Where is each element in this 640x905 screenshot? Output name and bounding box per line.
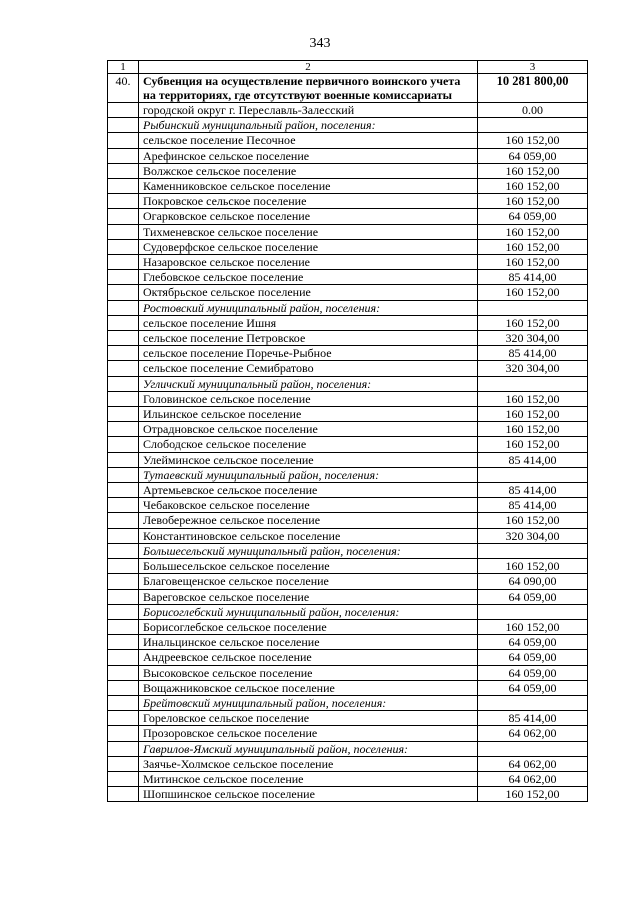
settlement-name: Борисоглебское сельское поселение bbox=[139, 619, 478, 634]
table-row bbox=[108, 665, 588, 680]
row-number-cell bbox=[108, 771, 139, 786]
amount-value: 160 152,00 bbox=[478, 179, 588, 194]
amount-value bbox=[478, 300, 588, 315]
row-number-cell bbox=[108, 422, 139, 437]
amount-value: 160 152,00 bbox=[478, 513, 588, 528]
amount-value: 160 152,00 bbox=[478, 224, 588, 239]
amount-value: 160 152,00 bbox=[478, 163, 588, 178]
settlement-name: Благовещенское сельское поселение bbox=[139, 574, 478, 589]
table-row bbox=[108, 771, 588, 786]
settlement-name: Арефинское сельское поселение bbox=[139, 148, 478, 163]
row-number-cell bbox=[108, 711, 139, 726]
district-name: Гаврилов-Ямский муниципальный район, поселения: bbox=[139, 741, 478, 756]
settlement-name: Глебовское сельское поселение bbox=[139, 270, 478, 285]
row-number-cell bbox=[108, 239, 139, 254]
row-number-cell bbox=[108, 543, 139, 558]
settlement-name: Ильинское сельское поселение bbox=[139, 407, 478, 422]
amount-value bbox=[478, 376, 588, 391]
settlement-name: Покровское сельское поселение bbox=[139, 194, 478, 209]
row-number-cell bbox=[108, 361, 139, 376]
amount-value bbox=[478, 695, 588, 710]
table-row bbox=[108, 726, 588, 741]
settlement-name: Головинское сельское поселение bbox=[139, 391, 478, 406]
row-number-cell bbox=[108, 604, 139, 619]
settlement-name: Инальцинское сельское поселение bbox=[139, 635, 478, 650]
table-row bbox=[108, 315, 588, 330]
amount-value: 160 152,00 bbox=[478, 619, 588, 634]
amount-value: 64 059,00 bbox=[478, 209, 588, 224]
amount-value: 85 414,00 bbox=[478, 483, 588, 498]
column-header-row bbox=[108, 61, 588, 74]
table-row bbox=[108, 209, 588, 224]
settlement-name: Вощажниковское сельское поселение bbox=[139, 680, 478, 695]
table-row bbox=[108, 513, 588, 528]
row-number-cell bbox=[108, 756, 139, 771]
settlement-name: Большесельское сельское поселение bbox=[139, 559, 478, 574]
settlement-name: Прозоровское сельское поселение bbox=[139, 726, 478, 741]
row-number-cell bbox=[108, 635, 139, 650]
row-number-cell bbox=[108, 376, 139, 391]
table-row bbox=[108, 559, 588, 574]
district-row bbox=[108, 467, 588, 482]
subvention-table bbox=[107, 60, 588, 802]
amount-value: 320 304,00 bbox=[478, 528, 588, 543]
amount-value: 85 414,00 bbox=[478, 711, 588, 726]
entry-title: Субвенция на осуществление первичного воинского учета на территориях, где отсутствуют военные комиссариаты bbox=[139, 74, 478, 103]
row-number-cell bbox=[108, 103, 139, 118]
column-header-1: 1 bbox=[108, 61, 139, 74]
settlement-name: Отрадновское сельское поселение bbox=[139, 422, 478, 437]
amount-value: 64 059,00 bbox=[478, 148, 588, 163]
amount-value: 64 059,00 bbox=[478, 589, 588, 604]
settlement-name: Левобережное сельское поселение bbox=[139, 513, 478, 528]
settlement-name: сельское поселение Песочное bbox=[139, 133, 478, 148]
settlement-name: Константиновское сельское поселение bbox=[139, 528, 478, 543]
district-name: Тутаевский муниципальный район, поселения: bbox=[139, 467, 478, 482]
settlement-name: Огарковское сельское поселение bbox=[139, 209, 478, 224]
row-number-cell bbox=[108, 650, 139, 665]
row-number-cell bbox=[108, 559, 139, 574]
row-number-cell bbox=[108, 589, 139, 604]
table-row bbox=[108, 103, 588, 118]
settlement-name: Митинское сельское поселение bbox=[139, 771, 478, 786]
table-row bbox=[108, 331, 588, 346]
row-number-cell bbox=[108, 285, 139, 300]
table-row bbox=[108, 224, 588, 239]
amount-value: 160 152,00 bbox=[478, 407, 588, 422]
amount-value bbox=[478, 467, 588, 482]
table-row bbox=[108, 574, 588, 589]
entry-total: 10 281 800,00 bbox=[478, 74, 588, 103]
settlement-name: Улейминское сельское поселение bbox=[139, 452, 478, 467]
row-number-cell bbox=[108, 437, 139, 452]
row-number-cell bbox=[108, 483, 139, 498]
amount-value: 64 062,00 bbox=[478, 771, 588, 786]
settlement-name: Шопшинское сельское поселение bbox=[139, 787, 478, 802]
settlement-name: сельское поселение Поречье-Рыбное bbox=[139, 346, 478, 361]
amount-value: 64 059,00 bbox=[478, 665, 588, 680]
row-number-cell bbox=[108, 665, 139, 680]
row-number-cell bbox=[108, 194, 139, 209]
amount-value: 320 304,00 bbox=[478, 331, 588, 346]
settlement-name: Заячье-Холмское сельское поселение bbox=[139, 756, 478, 771]
column-header-3: 3 bbox=[478, 61, 588, 74]
amount-value: 64 062,00 bbox=[478, 756, 588, 771]
settlement-name: Каменниковское сельское поселение bbox=[139, 179, 478, 194]
district-row bbox=[108, 604, 588, 619]
settlement-name: сельское поселение Семибратово bbox=[139, 361, 478, 376]
row-number-cell bbox=[108, 255, 139, 270]
row-number-cell bbox=[108, 726, 139, 741]
amount-value: 160 152,00 bbox=[478, 437, 588, 452]
table-row bbox=[108, 194, 588, 209]
amount-value: 85 414,00 bbox=[478, 346, 588, 361]
amount-value: 160 152,00 bbox=[478, 559, 588, 574]
amount-value bbox=[478, 543, 588, 558]
amount-value: 160 152,00 bbox=[478, 285, 588, 300]
amount-value: 85 414,00 bbox=[478, 452, 588, 467]
amount-value: 160 152,00 bbox=[478, 255, 588, 270]
table-row bbox=[108, 179, 588, 194]
district-row bbox=[108, 695, 588, 710]
row-number-cell bbox=[108, 619, 139, 634]
table-row bbox=[108, 148, 588, 163]
row-number-cell bbox=[108, 163, 139, 178]
district-row bbox=[108, 543, 588, 558]
table-row bbox=[108, 270, 588, 285]
settlement-name: городской округ г. Переславль-Залесский bbox=[139, 103, 478, 118]
table-row bbox=[108, 756, 588, 771]
row-number-cell bbox=[108, 467, 139, 482]
row-number-cell bbox=[108, 391, 139, 406]
row-number-cell bbox=[108, 224, 139, 239]
row-number-cell bbox=[108, 346, 139, 361]
amount-value: 160 152,00 bbox=[478, 133, 588, 148]
row-number-cell bbox=[108, 148, 139, 163]
amount-value: 0.00 bbox=[478, 103, 588, 118]
table-row bbox=[108, 452, 588, 467]
amount-value bbox=[478, 741, 588, 756]
amount-value: 320 304,00 bbox=[478, 361, 588, 376]
entry-number: 40. bbox=[108, 74, 139, 103]
amount-value bbox=[478, 118, 588, 133]
row-number-cell bbox=[108, 133, 139, 148]
table-row bbox=[108, 787, 588, 802]
amount-value: 64 059,00 bbox=[478, 650, 588, 665]
row-number-cell bbox=[108, 574, 139, 589]
table-row bbox=[108, 422, 588, 437]
settlement-name: Назаровское сельское поселение bbox=[139, 255, 478, 270]
district-name: Ростовский муниципальный район, поселения: bbox=[139, 300, 478, 315]
table-row bbox=[108, 255, 588, 270]
table-row bbox=[108, 407, 588, 422]
amount-value: 64 059,00 bbox=[478, 635, 588, 650]
row-number-cell bbox=[108, 270, 139, 285]
district-name: Угличский муниципальный район, поселения: bbox=[139, 376, 478, 391]
table-row bbox=[108, 163, 588, 178]
district-row bbox=[108, 741, 588, 756]
row-number-cell bbox=[108, 680, 139, 695]
table-row bbox=[108, 635, 588, 650]
settlement-name: сельское поселение Петровское bbox=[139, 331, 478, 346]
table-row bbox=[108, 589, 588, 604]
amount-value: 85 414,00 bbox=[478, 270, 588, 285]
district-name: Большесельский муниципальный район, поселения: bbox=[139, 543, 478, 558]
table-row bbox=[108, 650, 588, 665]
settlement-name: Октябрьское сельское поселение bbox=[139, 285, 478, 300]
settlement-name: Андреевское сельское поселение bbox=[139, 650, 478, 665]
row-number-cell bbox=[108, 118, 139, 133]
row-number-cell bbox=[108, 695, 139, 710]
settlement-name: Высоковское сельское поселение bbox=[139, 665, 478, 680]
row-number-cell bbox=[108, 300, 139, 315]
table-row bbox=[108, 133, 588, 148]
row-number-cell bbox=[108, 315, 139, 330]
table-row bbox=[108, 346, 588, 361]
district-row bbox=[108, 118, 588, 133]
district-name: Брейтовский муниципальный район, поселения: bbox=[139, 695, 478, 710]
amount-value: 160 152,00 bbox=[478, 239, 588, 254]
page-number: 343 bbox=[309, 36, 331, 51]
settlement-name: Гореловское сельское поселение bbox=[139, 711, 478, 726]
row-number-cell bbox=[108, 179, 139, 194]
row-number-cell bbox=[108, 498, 139, 513]
amount-value: 64 062,00 bbox=[478, 726, 588, 741]
table-row bbox=[108, 239, 588, 254]
row-number-cell bbox=[108, 513, 139, 528]
table-row bbox=[108, 498, 588, 513]
table-row bbox=[108, 285, 588, 300]
amount-value: 160 152,00 bbox=[478, 194, 588, 209]
table-body bbox=[108, 61, 588, 802]
district-name: Борисоглебский муниципальный район, поселения: bbox=[139, 604, 478, 619]
amount-value: 64 090,00 bbox=[478, 574, 588, 589]
row-number-cell bbox=[108, 331, 139, 346]
row-number-cell bbox=[108, 741, 139, 756]
amount-value: 160 152,00 bbox=[478, 787, 588, 802]
district-name: Рыбинский муниципальный район, поселения: bbox=[139, 118, 478, 133]
district-row bbox=[108, 300, 588, 315]
table-row bbox=[108, 711, 588, 726]
column-header-2: 2 bbox=[139, 61, 478, 74]
table-row bbox=[108, 680, 588, 695]
amount-value: 160 152,00 bbox=[478, 391, 588, 406]
settlement-name: Судоверфское сельское поселение bbox=[139, 239, 478, 254]
amount-value: 85 414,00 bbox=[478, 498, 588, 513]
settlement-name: Вареговское сельское поселение bbox=[139, 589, 478, 604]
table-row bbox=[108, 528, 588, 543]
settlement-name: Тихменевское сельское поселение bbox=[139, 224, 478, 239]
amount-value: 160 152,00 bbox=[478, 315, 588, 330]
table-row bbox=[108, 391, 588, 406]
row-number-cell bbox=[108, 452, 139, 467]
table-row bbox=[108, 619, 588, 634]
table-row bbox=[108, 437, 588, 452]
row-number-cell bbox=[108, 209, 139, 224]
settlement-name: сельское поселение Ишня bbox=[139, 315, 478, 330]
amount-value: 160 152,00 bbox=[478, 422, 588, 437]
amount-value: 64 059,00 bbox=[478, 680, 588, 695]
row-number-cell bbox=[108, 528, 139, 543]
settlement-name: Артемьевское сельское поселение bbox=[139, 483, 478, 498]
settlement-name: Слободское сельское поселение bbox=[139, 437, 478, 452]
settlement-name: Чебаковское сельское поселение bbox=[139, 498, 478, 513]
settlement-name: Волжское сельское поселение bbox=[139, 163, 478, 178]
row-number-cell bbox=[108, 787, 139, 802]
row-number-cell bbox=[108, 407, 139, 422]
entry-row bbox=[108, 74, 588, 103]
table-row bbox=[108, 483, 588, 498]
amount-value bbox=[478, 604, 588, 619]
district-row bbox=[108, 376, 588, 391]
table-row bbox=[108, 361, 588, 376]
